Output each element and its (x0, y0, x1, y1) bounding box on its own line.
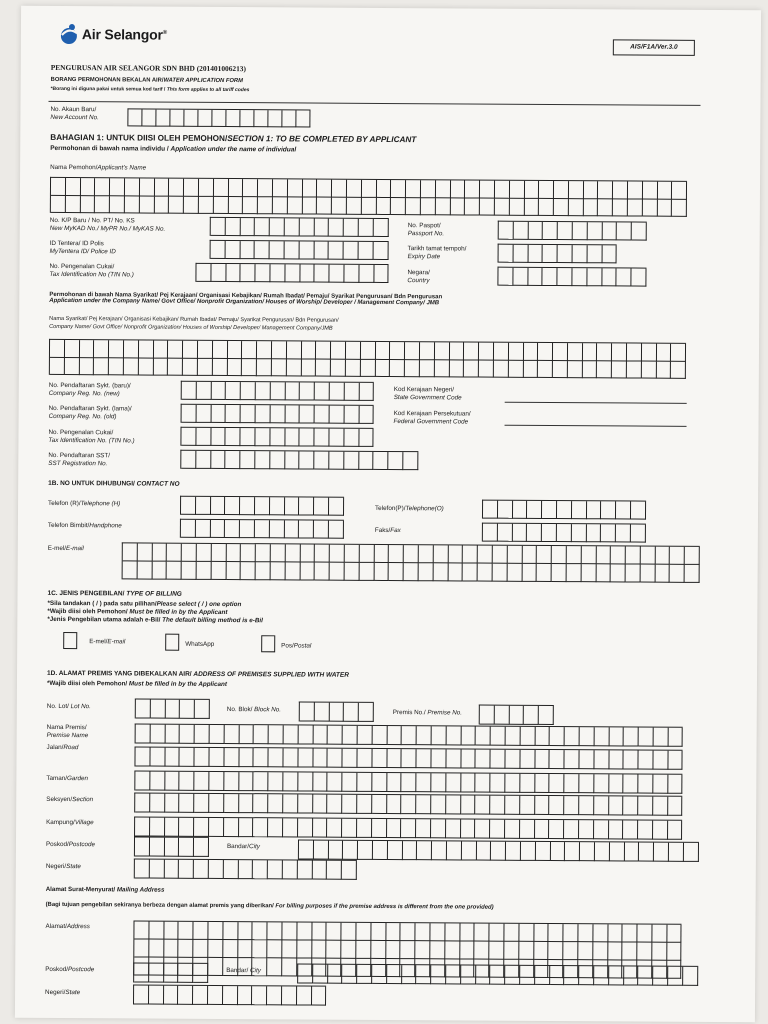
mailing-title: Alamat Surat-Menyurat/ Mailing Address (45, 885, 165, 894)
mailing-state-boxes[interactable] (133, 984, 326, 1005)
billing-note-3: *Jenis Pengebilan utama adalah e-Bil/ The default billing method is e-Bil (47, 615, 263, 625)
mailing-city-boxes[interactable] (297, 963, 698, 985)
section-label: Seksyen/Section (46, 795, 94, 804)
company-heading: Permohonan di bawah Nama Syarikat/ Pej Kerajaan/ Organisasi Kebajikan/ Rumah Ibadat/ Pemaju/ Syarikat Pengurusan/ Bdn Pengurusan Application under the Company Name/ Govt Office/ Nonprofit Organization/ Houses of Worship/ Developer / Management Company/ JMB (49, 291, 443, 307)
billing-postal-checkbox[interactable] (261, 635, 275, 652)
mailing-state-label: Negeri/State (45, 988, 81, 997)
fax-label: Faks/Fax (374, 526, 401, 535)
billing-whatsapp-checkbox[interactable] (165, 634, 179, 651)
premise-name-boxes[interactable] (135, 723, 684, 746)
block-label: No. Blok/ Block No. (226, 706, 282, 714)
village-boxes[interactable] (134, 816, 683, 839)
tel-office-boxes[interactable] (482, 500, 646, 520)
contact-title: 1B. NO UNTUK DIHUBUNGI/ CONTACT NO (48, 479, 180, 488)
fax-boxes[interactable] (482, 523, 646, 543)
mailing-postcode-boxes[interactable] (133, 962, 208, 982)
mailing-city-label: Bandar/ City (226, 967, 261, 975)
state-label: Negeri/State (45, 862, 81, 871)
federal-code-field[interactable] (505, 425, 687, 427)
header-divider (49, 101, 701, 106)
mailing-note: (Bagi tujuan pengebilan sekiranya berbeza dengan alamat premis yang diberikan/ For billing purposes if the premise address is different from the one provided) (45, 901, 494, 911)
postcode-boxes[interactable] (134, 836, 209, 856)
billing-email-label: E-mel/E-mail (89, 638, 126, 646)
passport-label: No. Paspot/ Passport No. (407, 222, 445, 237)
tin-boxes[interactable] (195, 263, 388, 283)
mykad-boxes[interactable] (210, 217, 389, 237)
account-label: No. Akaun Baru/ New Account No. (50, 105, 99, 121)
mailing-postcode-label: Poskod/Postcode (45, 965, 95, 974)
expiry-label: Tarikh tamat tempoh/ Expiry Date (407, 245, 467, 260)
expiry-date-boxes[interactable] (498, 244, 617, 264)
form-title: BORANG PERMOHONAN BEKALAN AIR/WATER APPLICATION FORM (50, 76, 243, 85)
brand-logo-text: Air Selangor® (81, 26, 168, 43)
form-note: *Borang ini diguna pakai untuk semua kod tarif / This form applies to all tariff codes (50, 85, 250, 94)
reg-old-label: No. Pendaftaran Sykt. (lama)/ Company Reg. No. (old) (48, 404, 132, 420)
village-label: Kampung/Village (46, 818, 94, 827)
garden-boxes[interactable] (134, 770, 683, 793)
lot-boxes[interactable] (135, 698, 210, 718)
road-label: Jalan/Road (46, 743, 79, 752)
mykad-label: No. K/P Baru / No. PT/ No. KS New MyKAD No./ MyPR No./ MyKAS No. (49, 216, 166, 233)
tel-office-label: Telefon(P)/Telephone(O) (375, 504, 444, 513)
tel-home-boxes[interactable] (180, 496, 344, 516)
state-code-label: Kod Kerajaan Negeri/ State Government Code (393, 386, 462, 401)
police-id-boxes[interactable] (210, 240, 389, 260)
email-boxes[interactable] (122, 542, 700, 583)
mobile-label: Telefon Bimbit/Handphone (47, 521, 122, 530)
reg-new-label: No. Pendaftaran Sykt. (baru)/ Company Reg. No. (new) (48, 381, 131, 397)
premise-name-label: Nama Premis/ Premise Name (46, 723, 89, 739)
water-drop-logo-icon (57, 22, 81, 46)
reg-new-boxes[interactable] (181, 381, 374, 401)
country-label: Negara/ Country (407, 269, 430, 284)
company-name: PENGURUSAN AIR SELANGOR SDN BHD (201401006213) (50, 62, 247, 74)
garden-label: Taman/Garden (46, 774, 89, 783)
city-label: Bandar/City (226, 843, 260, 851)
city-boxes[interactable] (298, 839, 699, 861)
premise-no-boxes[interactable] (479, 705, 554, 725)
passport-boxes[interactable] (498, 221, 647, 241)
lot-label: No. Lot/ Lot No. (46, 702, 91, 711)
billing-whatsapp-label: WhatsApp (185, 640, 215, 648)
company-name-label: Nama Syarikat/ Pej Kerajaan/ Organisasi Kebajikan/ Rumah Ibadat/ Pemaju/ Syarikat Pengurusan/ Bdn Pengurusan/ Company Name/ Govt Office/ Nonprofit Organization/ Houses of Worship/ Developer/ Management Company/JMB (49, 315, 339, 332)
police-id-label: ID Tentera/ ID Polis MyTentera ID/ Police ID (49, 239, 116, 255)
tin-label: No. Pengenalan Cukai/ Tax Identification No (TIN No.) (49, 262, 134, 278)
application-form-page (15, 6, 761, 1023)
applicant-name-boxes[interactable] (50, 177, 687, 217)
company-name-boxes[interactable] (49, 339, 686, 379)
state-code-field[interactable] (505, 402, 687, 404)
tin2-label: No. Pengenalan Cukai/ Tax Identification No. (TIN No.) (48, 428, 135, 444)
form-code: AIS/F1A/Ver.3.0 (613, 39, 695, 56)
block-boxes[interactable] (299, 701, 374, 721)
billing-note-2: *Wajib diisi oleh Pemohon/ Must be filled in by the Applicant (47, 607, 228, 617)
state-boxes[interactable] (134, 858, 357, 879)
section1-title: BAHAGIAN 1: UNTUK DIISI OLEH PEMOHON/SECTION 1: TO BE COMPLETED BY APPLICANT (50, 132, 417, 145)
tel-home-label: Telefon (R)/Telephone (H) (48, 499, 121, 508)
postcode-label: Poskod/Postcode (45, 840, 96, 849)
individual-heading: Permohonan di bawah nama individu / Application under the name of individual (50, 144, 297, 154)
billing-title: 1C. JENIS PENGEBILAN/ TYPE OF BILLING (47, 589, 182, 598)
country-boxes[interactable] (497, 267, 646, 287)
premise-no-label: Premis No./ Premise No. (392, 709, 463, 717)
billing-email-checkbox[interactable] (63, 632, 77, 649)
premise-note: *Wajib diisi oleh Pemohon/ Must be filled in by the Applicant (46, 679, 228, 689)
section-boxes[interactable] (134, 792, 683, 815)
premise-title: 1D. ALAMAT PREMIS YANG DIBEKALKAN AIR/ ADDRESS OF PREMISES SUPPLIED WITH WATER (46, 669, 349, 679)
road-boxes[interactable] (134, 746, 683, 769)
reg-old-boxes[interactable] (181, 404, 374, 424)
email-label: E-mel/E-mail (47, 544, 84, 553)
mobile-boxes[interactable] (180, 519, 344, 539)
billing-note-1: *Sila tandakan ( / ) pada satu pilihan/Please select ( / ) one option (47, 599, 242, 609)
sst-label: No. Pendaftaran SST/ SST Registration No. (48, 451, 110, 467)
account-no-boxes[interactable] (127, 108, 310, 127)
federal-code-label: Kod Kerajaan Persekutuan/ Federal Government Code (393, 410, 471, 425)
mailing-address-label: Alamat/Address (45, 922, 90, 931)
applicant-name-label: Nama Pemohon/Applicant's Name (50, 163, 147, 172)
sst-boxes[interactable] (180, 450, 418, 470)
billing-postal-label: Pos/Postal (281, 642, 312, 650)
tin2-boxes[interactable] (180, 427, 373, 447)
